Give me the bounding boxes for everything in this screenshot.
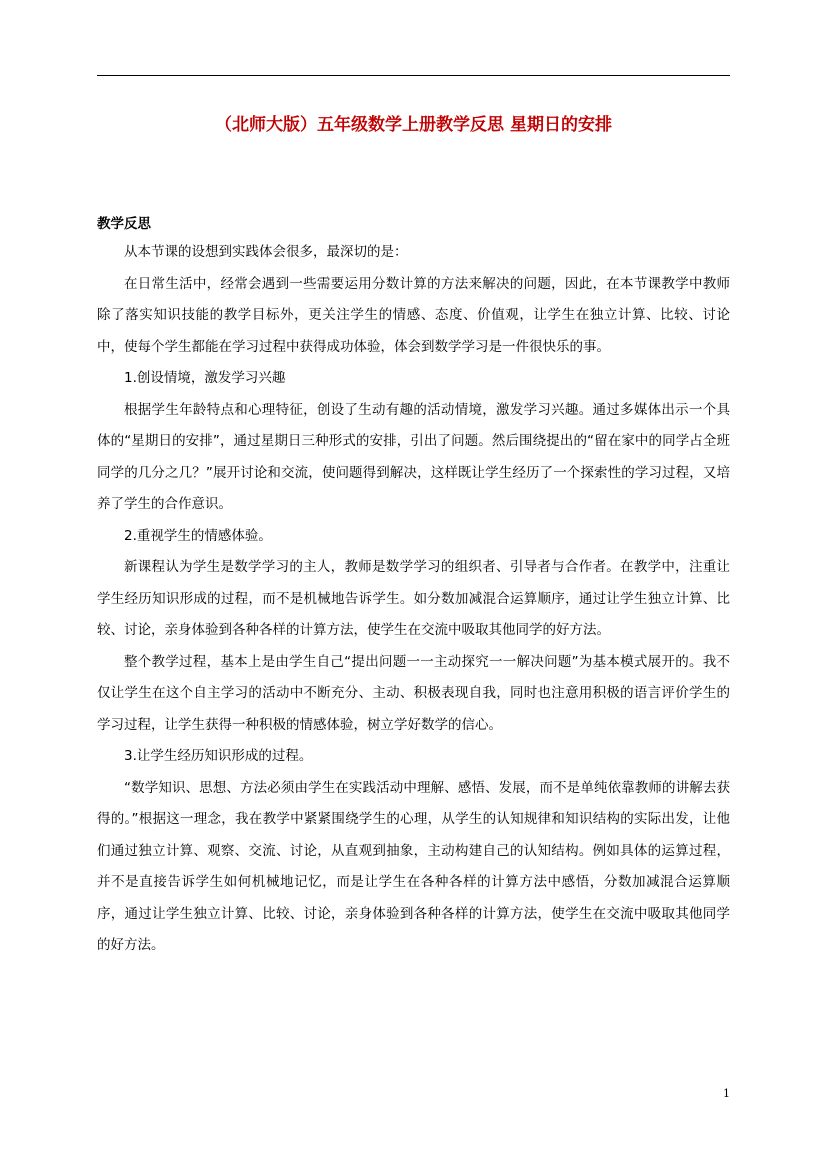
header-rule bbox=[97, 75, 730, 76]
document-body bbox=[97, 212, 730, 962]
paragraph-teaching-process: 整个教学过程，基本上是由学生自己“提出问题一一主动探究一一解决问题”为基本模式展开的。我不仅让学生在这个自主学习的活动中不断充分、主动、积极表现自我，同时也注意用积极的语言评价学生的学习过程，让学生获得一种积极的情感体验，树立学好数学的信心。 bbox=[97, 653, 730, 733]
paragraph-point-3: “数学知识、思想、方法必须由学生在实践活动中理解、感悟、发展，而不是单纯依靠教师的讲解去获得的。”根据这一理念，我在教学中紧紧围绕学生的心理，从学生的认知规律和知识结构的实际出发，让他们通过独立计算、观察、交流、讨论，从直观到抽象，主动构建自己的认知结构。例如具体的运算过程，并不是直接告诉学生如何机械地记忆，而是让学生在各种各样的计算方法中感悟，分数加减混合运算顺序，通过让学生独立计算、比较、讨论，亲身体验到各种各样的计算方法，使学生在交流中吸取其他同学的好方法。 bbox=[97, 779, 730, 953]
paragraph-point-2: 新课程认为学生是数学学习的主人，教师是数学学习的组织者、引导者与合作者。在教学中，注重让学生经历知识形成的过程，而不是机械地告诉学生。如分数加减混合运算顺序，通过让学生独立计算、比较、讨论，亲身体验到各种各样的计算方法，使学生在交流中吸取其他同学的好方法。 bbox=[97, 559, 730, 638]
paragraph-overview: 在日常生活中，经常会遇到一些需要运用分数计算的方法来解决的问题，因此，在本节课教学中教师除了落实知识技能的教学目标外，更关注学生的情感、态度、价值观，让学生在独立计算、比较、讨论中，使每个学生都能在学习过程中获得成功体验，体会到数学学习是一件很快乐的事。 bbox=[97, 275, 730, 355]
point-3-heading: 3.让学生经历知识形成的过程。 bbox=[124, 748, 313, 764]
paragraph-point-1: 根据学生年龄特点和心理特征，创设了生动有趣的活动情境，激发学习兴趣。通过多媒体出示一个具体的“星期日的安排”，通过星期日三种形式的安排，引出了问题。然后围绕提出的“留在家中的同学占全班同学的几分之几？”展开讨论和交流，使问题得到解决，这样既让学生经历了一个探索性的学习过程，又培养了学生的合作意识。 bbox=[97, 401, 730, 512]
point-1-heading: 1.创设情境，激发学习兴趣 bbox=[124, 370, 286, 386]
section-heading: 教学反思 bbox=[97, 216, 151, 232]
point-2-heading: 2.重视学生的情感体验。 bbox=[124, 527, 272, 544]
page-number: 1 bbox=[723, 1087, 730, 1100]
document-title: （北师大版）五年级数学上册教学反思 星期日的安排 bbox=[215, 115, 612, 135]
paragraph-intro: 从本节课的设想到实践体会很多，最深切的是： bbox=[124, 244, 408, 260]
